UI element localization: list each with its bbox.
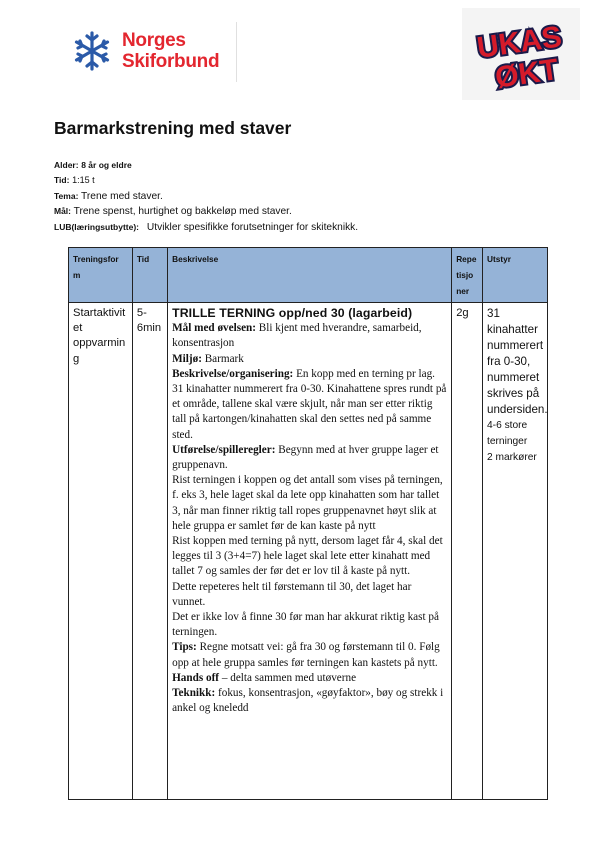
table-row	[69, 303, 548, 800]
meta-theme-label: Tema:	[54, 190, 79, 201]
meta-lub-label: LUB(læringsutbytte):	[54, 221, 139, 232]
header-repetitions: Repe tisjo ner	[452, 248, 483, 303]
meta-age-label: Alder:	[54, 160, 79, 170]
cell-equipment	[483, 303, 548, 800]
cell-repetitions: 2g	[452, 303, 483, 800]
desc-paragraph-1: Rist terningen i koppen og det antall som vises på terningen, f. eks 3, hele laget skal da lete opp kinahatten som har tallet 3, når man finner riktig tall ropes gruppenavnet høyt slik at hele gruppa er samlet før de kan kaste på nytt	[172, 474, 443, 532]
session-meta	[54, 158, 358, 235]
desc-tips: Tips: Regne motsatt vei: gå fra 30 og førstemann til 0. Følg opp at hele gruppa samles før terningen kan kastets på nytt.	[172, 641, 440, 669]
desc-paragraph-4: Det er ikke lov å finne 30 før man har akkurat riktig kast på terningen.	[172, 611, 439, 639]
meta-time	[54, 173, 358, 188]
meta-time-label: Tid:	[54, 175, 70, 186]
svg-text:ØKT: ØKT	[493, 53, 561, 95]
desc-goal: Mål med øvelsen: Bli kjent med hverandre, samarbeid, konsentrasjon	[172, 322, 422, 350]
equipment-item: 4-6 store terninger	[487, 420, 528, 447]
cell-time: 5-6min	[132, 303, 167, 800]
cell-form: Startaktivit et oppvarmin g	[69, 303, 133, 800]
meta-lub-value: Utvikler spesifikke forutsetninger for skiteknikk.	[146, 221, 359, 233]
meta-lub	[54, 220, 358, 235]
equipment-item: 31 kinahatter nummerert fra 0-30, nummeret skrives på undersiden.	[487, 307, 548, 416]
meta-goal	[54, 204, 358, 219]
desc-paragraph-2: Rist koppen med terning på nytt, dersom laget får 4, skal det legges til 3 (3+4=7) hele laget skal lete etter kinahatt med tallet 7 og samles der før det er lov til å kaste på nytt.	[172, 535, 443, 578]
desc-technique: Teknikk: fokus, konsentrasjon, «gøyfaktor», bøy og strekk i ankel og kneledd	[172, 687, 444, 715]
header-description: Beskrivelse	[168, 248, 452, 303]
nsf-logo-text	[122, 30, 219, 72]
desc-environment: Miljø: Barmark	[172, 352, 244, 365]
logo-divider	[236, 22, 237, 82]
ukas-okt-logo	[462, 8, 580, 100]
meta-time-value: 1:15 t	[72, 175, 95, 186]
norges-skiforbund-logo	[70, 30, 240, 86]
header-form: Treningsfor m	[69, 248, 133, 303]
activity-heading: TRILLE TERNING opp/ned 30 (lagarbeid)	[172, 306, 413, 320]
cell-description	[168, 303, 452, 800]
table-header-row	[69, 248, 548, 303]
meta-goal-label: Mål:	[54, 206, 71, 217]
meta-age	[54, 158, 358, 173]
nsf-logo-line1: Norges	[122, 30, 186, 51]
desc-organisation: Beskrivelse/organisering: En kopp med en terning pr lag. 31 kinahatter nummerert fra 0-30. Kinahattene spres rundt på et område, tallene skal være skjult, når man ser etter riktig tall på kartongen/kinahatten skal den settes ned på samme sted.	[172, 367, 447, 441]
meta-theme	[54, 189, 358, 204]
nsf-logo-line2: Skiforbund	[122, 51, 220, 72]
training-table	[68, 247, 548, 800]
meta-goal-value: Trene spenst, hurtighet og bakkeløp med staver.	[73, 206, 292, 218]
snowflake-icon	[72, 30, 112, 72]
meta-theme-value: Trene med staver.	[81, 190, 163, 202]
meta-age-value: 8 år og eldre	[81, 160, 132, 170]
header-time: Tid	[132, 248, 167, 303]
header-equipment: Utstyr	[483, 248, 548, 303]
desc-hands-off: Hands off – delta sammen med utøverne	[172, 671, 357, 684]
desc-paragraph-3: Dette repeteres helt til førstemann til 30, det laget har vunnet.	[172, 580, 412, 608]
svg-text:UKAS: UKAS	[475, 20, 564, 65]
desc-rules: Utførelse/spilleregler: Begynn med at hver gruppe lager et gruppenavn.	[172, 443, 439, 472]
page-title: Barmarkstrening med staver	[54, 118, 292, 138]
equipment-item: 2 markører	[487, 452, 537, 463]
ukas-okt-logo-graphic	[462, 8, 580, 100]
